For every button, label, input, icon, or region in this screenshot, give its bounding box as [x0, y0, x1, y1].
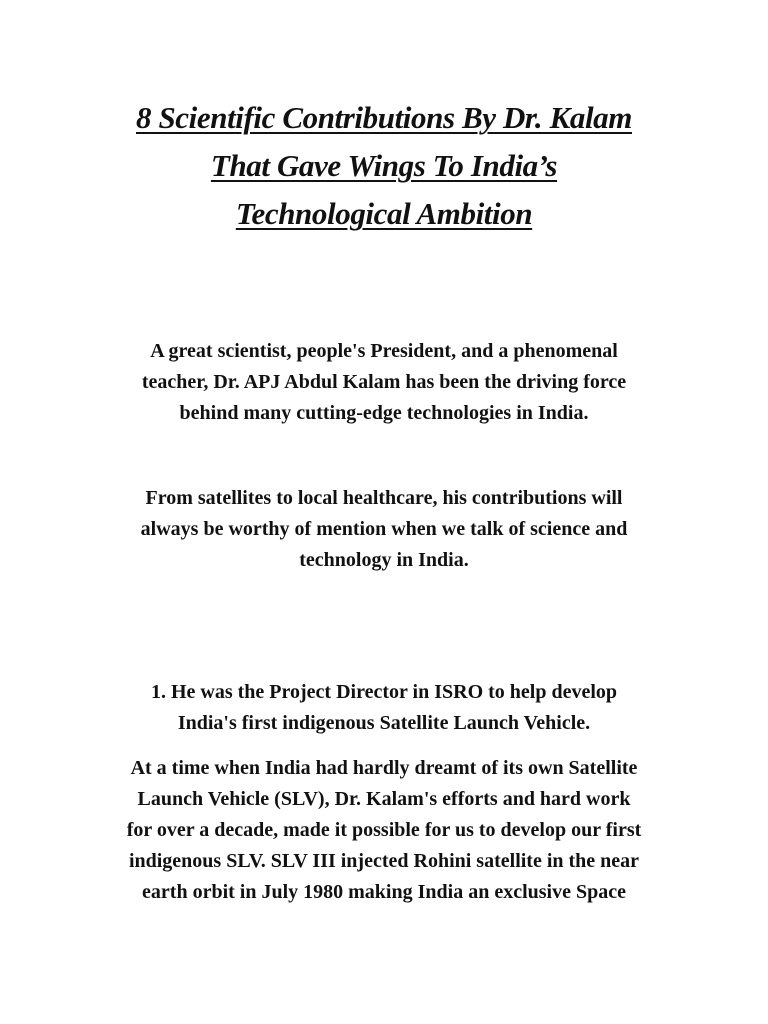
contribution-heading: [80, 677, 688, 739]
text-line: always be worthy of mention when we talk of science and: [140, 518, 628, 540]
intro-paragraph: [80, 483, 688, 576]
text-line: technology in India.: [299, 549, 469, 571]
text-line: 1. He was the Project Director in ISRO to help develop: [150, 681, 618, 703]
text-line: India's first indigenous Satellite Launch Vehicle.: [177, 712, 591, 734]
contribution-body: [80, 753, 688, 908]
text-line: At a time when India had hardly dreamt of its own Satellite: [130, 757, 638, 779]
title-line: That Gave Wings To India’s: [210, 148, 558, 183]
text-line: A great scientist, people's President, and a phenomenal: [150, 340, 618, 362]
text-line: Launch Vehicle (SLV), Dr. Kalam's efforts and hard work: [137, 788, 631, 810]
intro-paragraph: [80, 336, 688, 429]
page-title: [60, 94, 708, 238]
text-line: behind many cutting-edge technologies in India.: [179, 402, 589, 424]
text-line: From satellites to local healthcare, his contributions will: [145, 487, 623, 509]
text-line: for over a decade, made it possible for us to develop our first: [126, 819, 642, 841]
text-line: teacher, Dr. APJ Abdul Kalam has been the driving force: [141, 371, 627, 393]
title-line: Technological Ambition: [235, 196, 533, 231]
title-line: 8 Scientific Contributions By Dr. Kalam: [136, 100, 632, 135]
text-line: earth orbit in July 1980 making India an exclusive Space: [142, 881, 626, 903]
text-line: indigenous SLV. SLV III injected Rohini satellite in the near: [128, 850, 640, 872]
